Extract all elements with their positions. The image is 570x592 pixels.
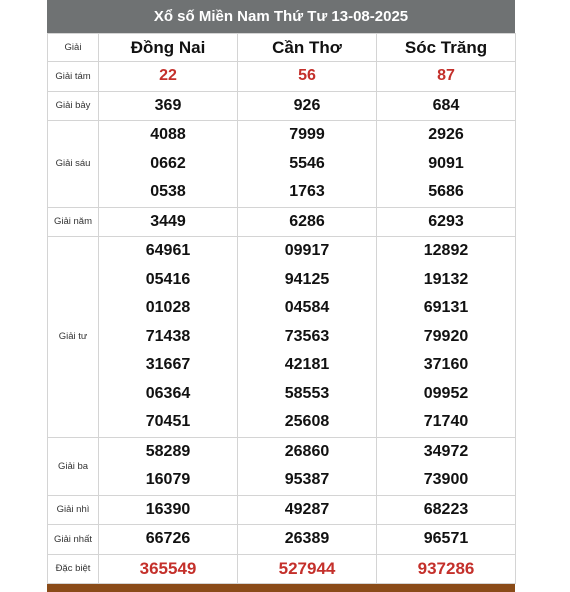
header-row bbox=[48, 34, 516, 62]
prize-number: 73563 bbox=[284, 327, 330, 345]
prize-row-giai-ba bbox=[48, 437, 516, 495]
prize-number: 71438 bbox=[145, 327, 191, 345]
prize-cell bbox=[99, 495, 238, 525]
prize-number: 5686 bbox=[428, 183, 464, 200]
results-panel bbox=[47, 0, 515, 592]
prize-cell bbox=[377, 121, 516, 208]
prize-number: 96571 bbox=[423, 530, 469, 547]
prize-row-giai-nhi bbox=[48, 495, 516, 525]
prize-number: 09952 bbox=[423, 384, 469, 402]
prize-number: 71740 bbox=[423, 413, 469, 430]
prize-cell bbox=[377, 554, 516, 584]
prize-cell bbox=[99, 62, 238, 92]
prize-number: 3449 bbox=[150, 212, 186, 230]
prize-number: 16079 bbox=[145, 471, 191, 488]
prize-number: 94125 bbox=[284, 270, 330, 288]
prize-number: 58553 bbox=[284, 384, 330, 402]
prize-number: 527944 bbox=[278, 558, 336, 578]
prize-number: 2926 bbox=[428, 126, 464, 143]
prize-number: 684 bbox=[432, 96, 460, 114]
prize-row-giai-tu bbox=[48, 237, 516, 438]
prize-number: 68223 bbox=[423, 500, 469, 518]
prize-number: 9091 bbox=[428, 154, 464, 172]
prize-number: 79920 bbox=[423, 327, 469, 345]
prize-number: 937286 bbox=[417, 558, 475, 578]
prize-number: 369 bbox=[154, 96, 182, 114]
prize-number: 6293 bbox=[428, 212, 464, 230]
prize-cell bbox=[99, 554, 238, 584]
prize-cell bbox=[377, 91, 516, 121]
prize-number: 12892 bbox=[423, 242, 469, 259]
prize-label: Giải năm bbox=[48, 207, 99, 237]
prize-number: 64961 bbox=[145, 242, 191, 259]
prize-label: Giải bảy bbox=[48, 91, 99, 121]
prize-cell bbox=[99, 121, 238, 208]
prize-number: 0538 bbox=[150, 183, 186, 200]
prize-cell bbox=[99, 91, 238, 121]
prize-cell bbox=[377, 437, 516, 495]
prize-cell bbox=[238, 91, 377, 121]
results-table bbox=[47, 33, 516, 584]
prize-cell bbox=[377, 525, 516, 555]
prize-number: 22 bbox=[159, 67, 177, 84]
prize-number: 0662 bbox=[150, 154, 186, 172]
prize-number: 56 bbox=[298, 67, 316, 84]
prize-number: 37160 bbox=[423, 356, 469, 373]
prize-row-giai-tam bbox=[48, 62, 516, 92]
prize-number: 4088 bbox=[150, 126, 186, 143]
page-title: Xổ số Miền Nam Thứ Tư 13-08-2025 bbox=[47, 0, 515, 33]
prize-number: 26389 bbox=[284, 530, 330, 547]
prize-row-giai-nhat bbox=[48, 525, 516, 555]
prize-number: 1763 bbox=[289, 183, 325, 200]
province-can-tho[interactable]: Cần Thơ bbox=[238, 34, 377, 62]
prize-number: 7999 bbox=[289, 126, 325, 143]
prize-label: Giải tám bbox=[48, 62, 99, 92]
prize-number: 6286 bbox=[289, 212, 325, 230]
prize-cell bbox=[377, 237, 516, 438]
prize-row-giai-sau bbox=[48, 121, 516, 208]
prize-label: Giải nhì bbox=[48, 495, 99, 525]
prize-cell bbox=[238, 237, 377, 438]
prize-cell bbox=[238, 495, 377, 525]
prize-number: 34972 bbox=[423, 442, 469, 460]
prize-number: 19132 bbox=[423, 270, 469, 288]
prize-label: Giải nhất bbox=[48, 525, 99, 555]
prize-label: Giải sáu bbox=[48, 121, 99, 208]
prize-cell bbox=[238, 437, 377, 495]
prize-number: 05416 bbox=[145, 270, 191, 288]
prize-cell bbox=[238, 554, 377, 584]
prize-number: 49287 bbox=[284, 500, 330, 518]
prize-label: Đặc biệt bbox=[48, 554, 99, 584]
prize-label: Giải tư bbox=[48, 237, 99, 438]
prize-number: 5546 bbox=[289, 154, 325, 172]
prize-number: 58289 bbox=[145, 442, 191, 460]
prize-number: 70451 bbox=[145, 413, 191, 430]
prize-number: 16390 bbox=[145, 500, 191, 518]
prize-cell bbox=[99, 525, 238, 555]
prize-cell bbox=[377, 62, 516, 92]
prize-label: Giải ba bbox=[48, 437, 99, 495]
prize-cell bbox=[377, 495, 516, 525]
prize-cell bbox=[238, 121, 377, 208]
province-soc-trang[interactable]: Sóc Trăng bbox=[377, 34, 516, 62]
prize-number: 365549 bbox=[139, 558, 197, 578]
prize-number: 31667 bbox=[145, 356, 191, 373]
prize-cell bbox=[238, 525, 377, 555]
prize-number: 66726 bbox=[145, 530, 191, 547]
prize-number: 04584 bbox=[284, 299, 330, 316]
prize-cell bbox=[377, 207, 516, 237]
header-prize-label: Giải bbox=[48, 34, 99, 62]
prize-cell bbox=[99, 437, 238, 495]
footer-bar bbox=[47, 584, 515, 592]
prize-number: 09917 bbox=[284, 242, 330, 259]
prize-number: 25608 bbox=[284, 413, 330, 430]
prize-cell bbox=[99, 207, 238, 237]
province-dong-nai[interactable]: Đồng Nai bbox=[99, 34, 238, 62]
prize-number: 06364 bbox=[145, 384, 191, 402]
prize-number: 73900 bbox=[423, 471, 469, 488]
prize-row-dac-biet bbox=[48, 554, 516, 584]
prize-cell bbox=[238, 207, 377, 237]
prize-row-giai-nam bbox=[48, 207, 516, 237]
prize-number: 42181 bbox=[284, 356, 330, 373]
prize-row-giai-bay bbox=[48, 91, 516, 121]
prize-number: 87 bbox=[437, 67, 455, 84]
prize-number: 95387 bbox=[284, 471, 330, 488]
prize-number: 926 bbox=[293, 96, 321, 114]
prize-number: 69131 bbox=[423, 299, 469, 316]
prize-number: 26860 bbox=[284, 442, 330, 460]
prize-cell bbox=[99, 237, 238, 438]
prize-cell bbox=[238, 62, 377, 92]
prize-number: 01028 bbox=[145, 299, 191, 316]
